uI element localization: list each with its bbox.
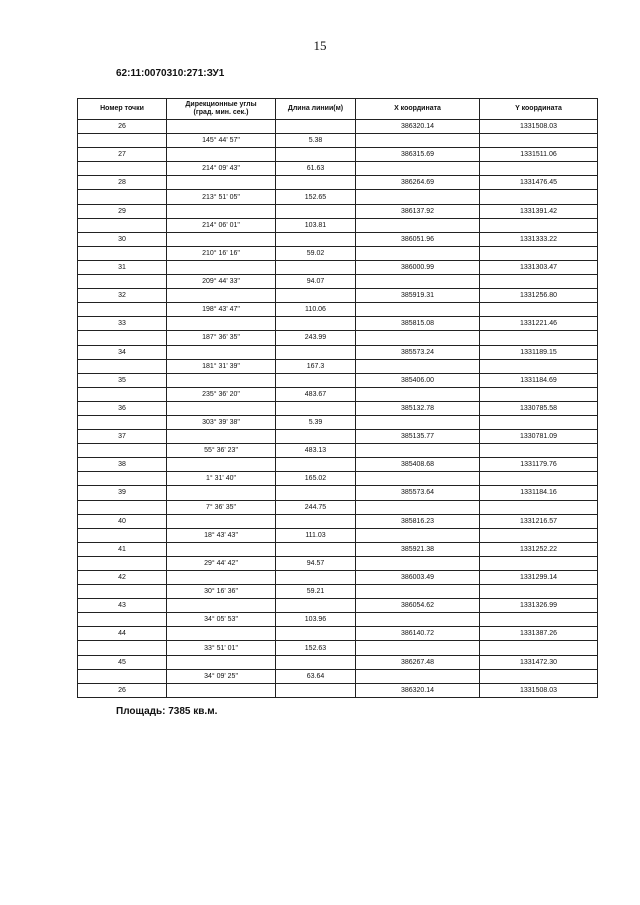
coordinates-table bbox=[77, 98, 598, 698]
header-direction-angle bbox=[167, 99, 276, 120]
y-coordinate-cell: 1331472.30 bbox=[480, 655, 598, 669]
line-length-cell bbox=[276, 148, 356, 162]
point-number-cell: 31 bbox=[78, 260, 167, 274]
table-row bbox=[78, 683, 598, 697]
header-angle-units: (град. мин. сек.) bbox=[193, 109, 249, 116]
line-length-cell bbox=[276, 317, 356, 331]
line-length-cell bbox=[276, 655, 356, 669]
point-number-cell: 27 bbox=[78, 148, 167, 162]
direction-angle-cell: 213° 51' 05" bbox=[167, 190, 276, 204]
line-length-cell: 483.67 bbox=[276, 387, 356, 401]
line-length-cell: 165.02 bbox=[276, 472, 356, 486]
y-coordinate-cell: 1331179.76 bbox=[480, 458, 598, 472]
x-coordinate-cell: 385406.00 bbox=[356, 373, 480, 387]
line-length-cell: 243.99 bbox=[276, 331, 356, 345]
y-coordinate-cell bbox=[480, 134, 598, 148]
direction-angle-cell: 7° 36' 35" bbox=[167, 500, 276, 514]
line-length-cell: 61.63 bbox=[276, 162, 356, 176]
line-length-cell: 483.13 bbox=[276, 444, 356, 458]
line-length-cell: 59.21 bbox=[276, 585, 356, 599]
y-coordinate-cell: 1331184.69 bbox=[480, 373, 598, 387]
x-coordinate-cell: 386320.14 bbox=[356, 683, 480, 697]
y-coordinate-cell bbox=[480, 275, 598, 289]
table-row bbox=[78, 345, 598, 359]
y-coordinate-cell bbox=[480, 387, 598, 401]
point-number-cell: 35 bbox=[78, 373, 167, 387]
table-row bbox=[78, 486, 598, 500]
direction-angle-cell bbox=[167, 401, 276, 415]
x-coordinate-cell: 386267.48 bbox=[356, 655, 480, 669]
direction-angle-cell: 1° 31' 40" bbox=[167, 472, 276, 486]
y-coordinate-cell: 1330781.09 bbox=[480, 430, 598, 444]
direction-angle-cell bbox=[167, 232, 276, 246]
direction-angle-cell bbox=[167, 373, 276, 387]
point-number-cell bbox=[78, 331, 167, 345]
line-length-cell: 152.63 bbox=[276, 641, 356, 655]
direction-angle-cell: 214° 09' 43" bbox=[167, 162, 276, 176]
point-number-cell: 29 bbox=[78, 204, 167, 218]
direction-angle-cell bbox=[167, 430, 276, 444]
y-coordinate-cell: 1331221.46 bbox=[480, 317, 598, 331]
y-coordinate-cell bbox=[480, 613, 598, 627]
point-number-cell bbox=[78, 190, 167, 204]
point-number-cell bbox=[78, 134, 167, 148]
direction-angle-cell bbox=[167, 317, 276, 331]
table-row bbox=[78, 669, 598, 683]
table-row bbox=[78, 415, 598, 429]
table-row bbox=[78, 528, 598, 542]
line-length-cell bbox=[276, 514, 356, 528]
y-coordinate-cell: 1331511.06 bbox=[480, 148, 598, 162]
y-coordinate-cell bbox=[480, 218, 598, 232]
line-length-cell bbox=[276, 176, 356, 190]
direction-angle-cell: 303° 39' 38" bbox=[167, 415, 276, 429]
direction-angle-cell bbox=[167, 627, 276, 641]
point-number-cell bbox=[78, 585, 167, 599]
table-row bbox=[78, 514, 598, 528]
line-length-cell: 59.02 bbox=[276, 246, 356, 260]
x-coordinate-cell: 385815.08 bbox=[356, 317, 480, 331]
x-coordinate-cell: 386000.99 bbox=[356, 260, 480, 274]
x-coordinate-cell bbox=[356, 500, 480, 514]
y-coordinate-cell: 1331508.03 bbox=[480, 683, 598, 697]
direction-angle-cell bbox=[167, 204, 276, 218]
line-length-cell: 152.65 bbox=[276, 190, 356, 204]
x-coordinate-cell bbox=[356, 556, 480, 570]
y-coordinate-cell bbox=[480, 190, 598, 204]
direction-angle-cell bbox=[167, 176, 276, 190]
table-row bbox=[78, 401, 598, 415]
direction-angle-cell bbox=[167, 683, 276, 697]
point-number-cell: 43 bbox=[78, 599, 167, 613]
direction-angle-cell: 55° 36' 23" bbox=[167, 444, 276, 458]
x-coordinate-cell: 385573.64 bbox=[356, 486, 480, 500]
table-row bbox=[78, 232, 598, 246]
line-length-cell: 5.38 bbox=[276, 134, 356, 148]
direction-angle-cell: 198° 43' 47" bbox=[167, 303, 276, 317]
x-coordinate-cell: 386003.49 bbox=[356, 571, 480, 585]
y-coordinate-cell: 1331333.22 bbox=[480, 232, 598, 246]
x-coordinate-cell: 386320.14 bbox=[356, 120, 480, 134]
line-length-cell: 167.3 bbox=[276, 359, 356, 373]
line-length-cell: 94.07 bbox=[276, 275, 356, 289]
y-coordinate-cell: 1331508.03 bbox=[480, 120, 598, 134]
direction-angle-cell bbox=[167, 260, 276, 274]
x-coordinate-cell bbox=[356, 359, 480, 373]
point-number-cell bbox=[78, 528, 167, 542]
x-coordinate-cell bbox=[356, 246, 480, 260]
point-number-cell: 33 bbox=[78, 317, 167, 331]
x-coordinate-cell: 385573.24 bbox=[356, 345, 480, 359]
line-length-cell bbox=[276, 683, 356, 697]
point-number-cell bbox=[78, 162, 167, 176]
x-coordinate-cell: 386054.62 bbox=[356, 599, 480, 613]
direction-angle-cell bbox=[167, 599, 276, 613]
y-coordinate-cell: 1331189.15 bbox=[480, 345, 598, 359]
table-row bbox=[78, 275, 598, 289]
y-coordinate-cell: 1331256.80 bbox=[480, 289, 598, 303]
y-coordinate-cell bbox=[480, 556, 598, 570]
direction-angle-cell: 18° 43' 43" bbox=[167, 528, 276, 542]
y-coordinate-cell bbox=[480, 669, 598, 683]
x-coordinate-cell bbox=[356, 190, 480, 204]
point-number-cell: 30 bbox=[78, 232, 167, 246]
table-row bbox=[78, 585, 598, 599]
point-number-cell bbox=[78, 246, 167, 260]
table-row bbox=[78, 542, 598, 556]
header-line-length: Длина линии(м) bbox=[276, 99, 356, 120]
line-length-cell bbox=[276, 232, 356, 246]
point-number-cell bbox=[78, 556, 167, 570]
direction-angle-cell: 33° 51' 01" bbox=[167, 641, 276, 655]
direction-angle-cell bbox=[167, 514, 276, 528]
table-row bbox=[78, 444, 598, 458]
point-number-cell: 41 bbox=[78, 542, 167, 556]
line-length-cell bbox=[276, 571, 356, 585]
table-row bbox=[78, 627, 598, 641]
direction-angle-cell: 29° 44' 42" bbox=[167, 556, 276, 570]
y-coordinate-cell bbox=[480, 415, 598, 429]
line-length-cell bbox=[276, 430, 356, 444]
table-row bbox=[78, 641, 598, 655]
y-coordinate-cell bbox=[480, 331, 598, 345]
direction-angle-cell bbox=[167, 120, 276, 134]
x-coordinate-cell: 386315.69 bbox=[356, 148, 480, 162]
table-row bbox=[78, 289, 598, 303]
line-length-cell bbox=[276, 373, 356, 387]
table-row bbox=[78, 190, 598, 204]
y-coordinate-cell bbox=[480, 585, 598, 599]
y-coordinate-cell bbox=[480, 162, 598, 176]
x-coordinate-cell bbox=[356, 275, 480, 289]
x-coordinate-cell bbox=[356, 134, 480, 148]
table-row bbox=[78, 655, 598, 669]
y-coordinate-cell: 1331476.45 bbox=[480, 176, 598, 190]
direction-angle-cell bbox=[167, 148, 276, 162]
table-row bbox=[78, 387, 598, 401]
x-coordinate-cell bbox=[356, 387, 480, 401]
y-coordinate-cell bbox=[480, 359, 598, 373]
point-number-cell bbox=[78, 444, 167, 458]
line-length-cell bbox=[276, 345, 356, 359]
line-length-cell bbox=[276, 627, 356, 641]
x-coordinate-cell bbox=[356, 585, 480, 599]
table-row bbox=[78, 373, 598, 387]
table-row bbox=[78, 430, 598, 444]
x-coordinate-cell bbox=[356, 528, 480, 542]
point-number-cell: 42 bbox=[78, 571, 167, 585]
point-number-cell: 28 bbox=[78, 176, 167, 190]
x-coordinate-cell bbox=[356, 331, 480, 345]
table-row bbox=[78, 260, 598, 274]
x-coordinate-cell: 385132.78 bbox=[356, 401, 480, 415]
direction-angle-cell bbox=[167, 289, 276, 303]
x-coordinate-cell bbox=[356, 669, 480, 683]
x-coordinate-cell: 385135.77 bbox=[356, 430, 480, 444]
header-angle-title: Дирекционные углы bbox=[185, 101, 257, 108]
line-length-cell: 110.06 bbox=[276, 303, 356, 317]
table-row bbox=[78, 148, 598, 162]
parcel-cadastral-number: 62:11:0070310:271:ЗУ1 bbox=[116, 68, 225, 79]
table-row bbox=[78, 303, 598, 317]
direction-angle-cell: 145° 44' 57" bbox=[167, 134, 276, 148]
line-length-cell bbox=[276, 289, 356, 303]
x-coordinate-cell: 385919.31 bbox=[356, 289, 480, 303]
direction-angle-cell bbox=[167, 345, 276, 359]
table-row bbox=[78, 176, 598, 190]
x-coordinate-cell bbox=[356, 641, 480, 655]
x-coordinate-cell bbox=[356, 472, 480, 486]
line-length-cell bbox=[276, 260, 356, 274]
table-header-row bbox=[78, 99, 598, 120]
x-coordinate-cell bbox=[356, 444, 480, 458]
y-coordinate-cell bbox=[480, 528, 598, 542]
x-coordinate-cell: 385921.38 bbox=[356, 542, 480, 556]
table-body bbox=[78, 120, 598, 698]
table-row bbox=[78, 134, 598, 148]
point-number-cell bbox=[78, 359, 167, 373]
table-row bbox=[78, 331, 598, 345]
table-row bbox=[78, 317, 598, 331]
point-number-cell bbox=[78, 415, 167, 429]
table-row bbox=[78, 218, 598, 232]
x-coordinate-cell: 386264.69 bbox=[356, 176, 480, 190]
y-coordinate-cell bbox=[480, 472, 598, 486]
direction-angle-cell bbox=[167, 542, 276, 556]
direction-angle-cell: 34° 05' 53" bbox=[167, 613, 276, 627]
direction-angle-cell: 214° 06' 01" bbox=[167, 218, 276, 232]
point-number-cell: 38 bbox=[78, 458, 167, 472]
line-length-cell bbox=[276, 204, 356, 218]
line-length-cell bbox=[276, 401, 356, 415]
header-x-coordinate: X координата bbox=[356, 99, 480, 120]
line-length-cell: 63.64 bbox=[276, 669, 356, 683]
direction-angle-cell bbox=[167, 571, 276, 585]
y-coordinate-cell bbox=[480, 500, 598, 514]
line-length-cell: 103.96 bbox=[276, 613, 356, 627]
point-number-cell: 34 bbox=[78, 345, 167, 359]
y-coordinate-cell bbox=[480, 444, 598, 458]
y-coordinate-cell: 1331391.42 bbox=[480, 204, 598, 218]
line-length-cell bbox=[276, 599, 356, 613]
y-coordinate-cell bbox=[480, 246, 598, 260]
y-coordinate-cell: 1331252.22 bbox=[480, 542, 598, 556]
point-number-cell: 36 bbox=[78, 401, 167, 415]
y-coordinate-cell: 1331299.14 bbox=[480, 571, 598, 585]
y-coordinate-cell: 1331387.26 bbox=[480, 627, 598, 641]
point-number-cell bbox=[78, 641, 167, 655]
table-row bbox=[78, 246, 598, 260]
y-coordinate-cell: 1331303.47 bbox=[480, 260, 598, 274]
direction-angle-cell: 30° 16' 36" bbox=[167, 585, 276, 599]
point-number-cell bbox=[78, 218, 167, 232]
direction-angle-cell: 210° 16' 16" bbox=[167, 246, 276, 260]
direction-angle-cell bbox=[167, 458, 276, 472]
direction-angle-cell: 209° 44' 33" bbox=[167, 275, 276, 289]
point-number-cell: 32 bbox=[78, 289, 167, 303]
point-number-cell: 26 bbox=[78, 120, 167, 134]
y-coordinate-cell: 1331326.99 bbox=[480, 599, 598, 613]
table-row bbox=[78, 458, 598, 472]
y-coordinate-cell: 1331184.16 bbox=[480, 486, 598, 500]
x-coordinate-cell bbox=[356, 218, 480, 232]
direction-angle-cell: 34° 09' 25" bbox=[167, 669, 276, 683]
area-total: Площадь: 7385 кв.м. bbox=[116, 706, 218, 717]
point-number-cell: 45 bbox=[78, 655, 167, 669]
header-point-number: Номер точки bbox=[78, 99, 167, 120]
line-length-cell bbox=[276, 458, 356, 472]
point-number-cell bbox=[78, 500, 167, 514]
x-coordinate-cell: 385408.68 bbox=[356, 458, 480, 472]
y-coordinate-cell bbox=[480, 303, 598, 317]
point-number-cell bbox=[78, 613, 167, 627]
y-coordinate-cell bbox=[480, 641, 598, 655]
table-row bbox=[78, 556, 598, 570]
point-number-cell: 39 bbox=[78, 486, 167, 500]
x-coordinate-cell bbox=[356, 613, 480, 627]
x-coordinate-cell bbox=[356, 415, 480, 429]
y-coordinate-cell: 1331216.57 bbox=[480, 514, 598, 528]
line-length-cell bbox=[276, 486, 356, 500]
x-coordinate-cell bbox=[356, 162, 480, 176]
table-row bbox=[78, 500, 598, 514]
table-row bbox=[78, 359, 598, 373]
point-number-cell bbox=[78, 303, 167, 317]
table-row bbox=[78, 599, 598, 613]
point-number-cell: 26 bbox=[78, 683, 167, 697]
point-number-cell: 40 bbox=[78, 514, 167, 528]
direction-angle-cell: 181° 31' 39" bbox=[167, 359, 276, 373]
table-row bbox=[78, 162, 598, 176]
direction-angle-cell bbox=[167, 655, 276, 669]
table-row bbox=[78, 204, 598, 218]
table-row bbox=[78, 613, 598, 627]
line-length-cell: 5.39 bbox=[276, 415, 356, 429]
point-number-cell bbox=[78, 275, 167, 289]
direction-angle-cell: 187° 36' 35" bbox=[167, 331, 276, 345]
line-length-cell: 244.75 bbox=[276, 500, 356, 514]
y-coordinate-cell: 1330785.58 bbox=[480, 401, 598, 415]
direction-angle-cell bbox=[167, 486, 276, 500]
x-coordinate-cell: 386137.92 bbox=[356, 204, 480, 218]
x-coordinate-cell: 386140.72 bbox=[356, 627, 480, 641]
page-number: 15 bbox=[313, 38, 327, 53]
line-length-cell: 94.57 bbox=[276, 556, 356, 570]
line-length-cell: 111.03 bbox=[276, 528, 356, 542]
point-number-cell bbox=[78, 472, 167, 486]
point-number-cell: 44 bbox=[78, 627, 167, 641]
line-length-cell bbox=[276, 542, 356, 556]
direction-angle-cell: 235° 36' 20" bbox=[167, 387, 276, 401]
header-y-coordinate: Y координата bbox=[480, 99, 598, 120]
table-row bbox=[78, 120, 598, 134]
x-coordinate-cell: 386051.96 bbox=[356, 232, 480, 246]
line-length-cell: 103.81 bbox=[276, 218, 356, 232]
x-coordinate-cell: 385816.23 bbox=[356, 514, 480, 528]
point-number-cell bbox=[78, 387, 167, 401]
table-row bbox=[78, 571, 598, 585]
line-length-cell bbox=[276, 120, 356, 134]
point-number-cell bbox=[78, 669, 167, 683]
point-number-cell: 37 bbox=[78, 430, 167, 444]
x-coordinate-cell bbox=[356, 303, 480, 317]
table-row bbox=[78, 472, 598, 486]
